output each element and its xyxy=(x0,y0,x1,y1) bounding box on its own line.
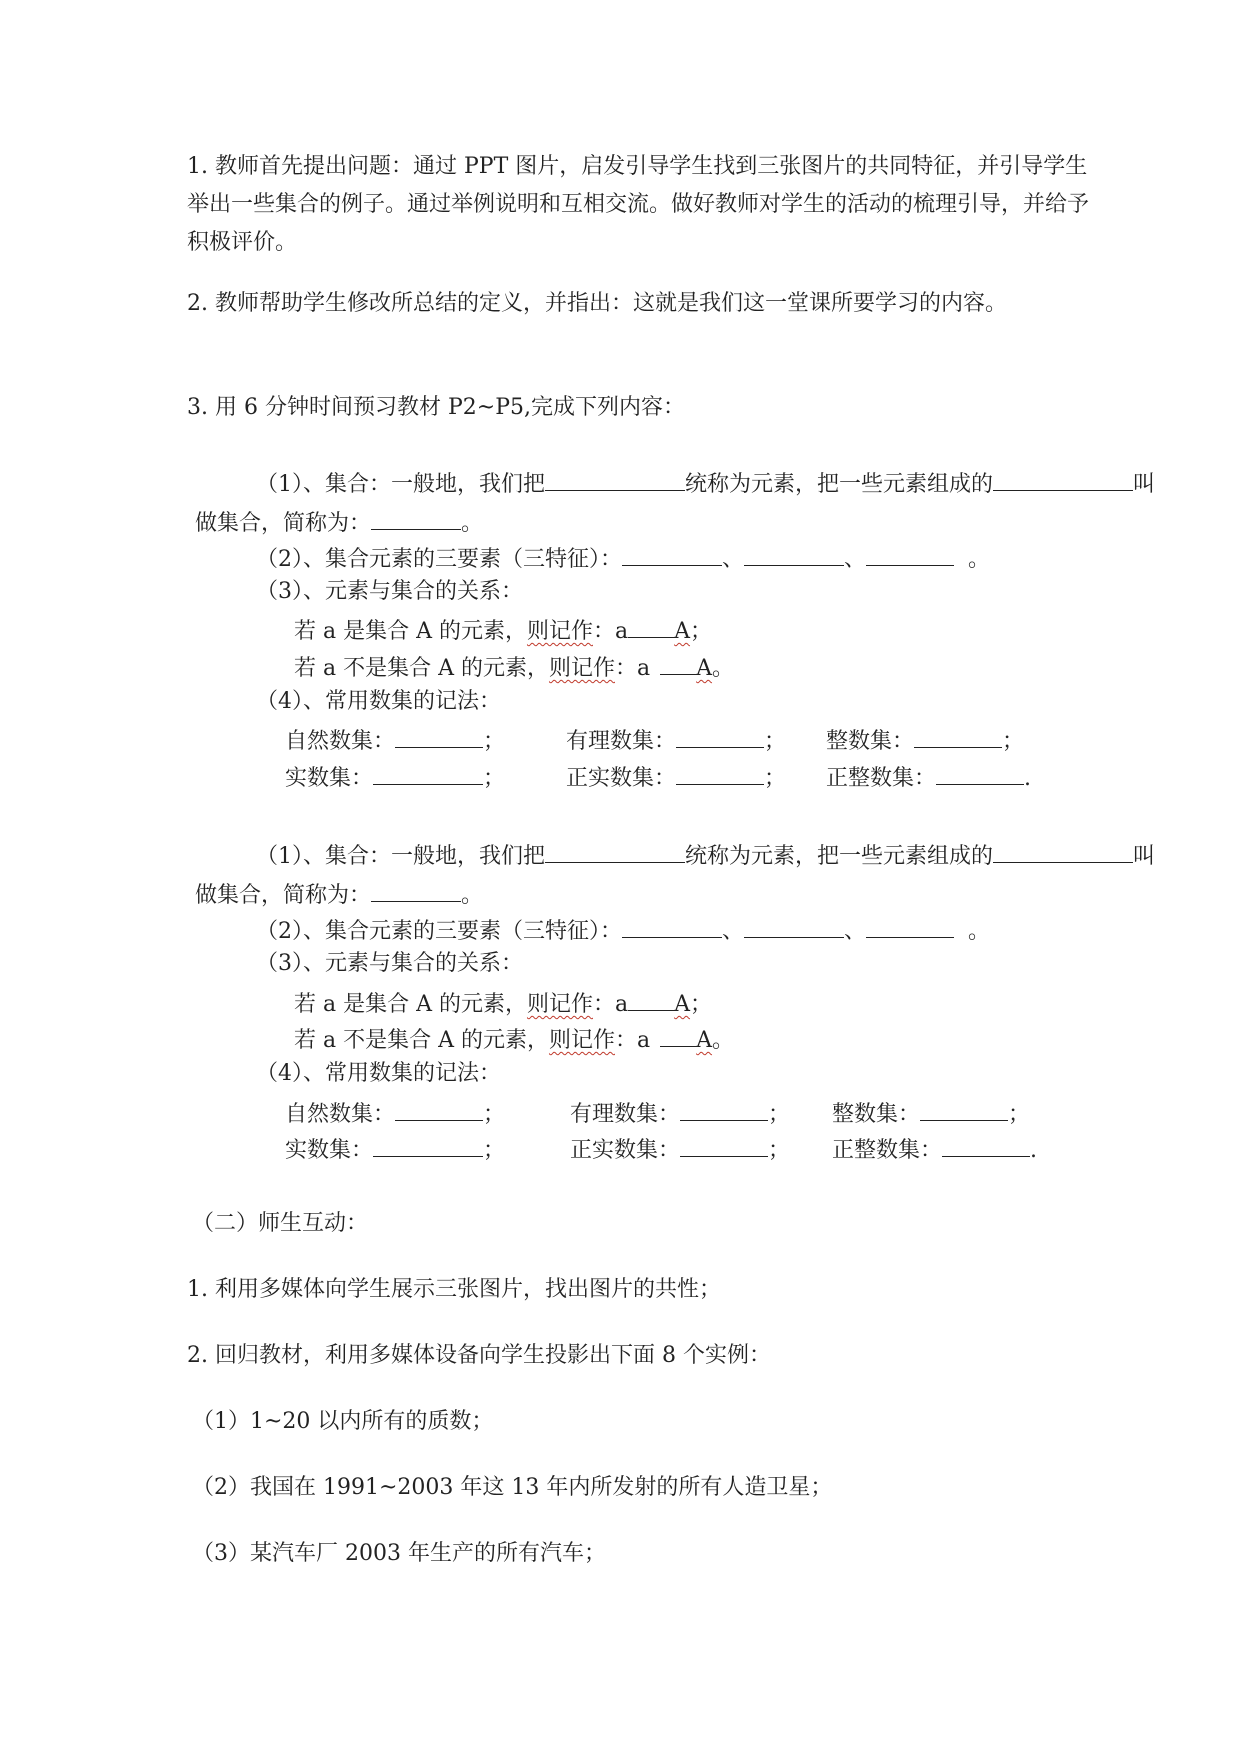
q1-text-a: （1）、集合：一般地，我们把 xyxy=(256,472,545,497)
semicolon: ； xyxy=(764,729,787,754)
blank[interactable] xyxy=(676,723,764,748)
q3-b-line xyxy=(294,1022,734,1056)
blank[interactable] xyxy=(866,541,954,566)
natural-label: 自然数集： xyxy=(285,729,396,754)
blank[interactable] xyxy=(993,838,1133,863)
blank[interactable] xyxy=(660,650,696,675)
blank[interactable] xyxy=(371,877,461,902)
blank[interactable] xyxy=(936,760,1024,785)
q3-b-pre: 若 a 不是集合 A 的元素， xyxy=(294,1028,549,1053)
semicolon: ； xyxy=(483,729,506,754)
q1-text-d: 做集合，简称为： xyxy=(195,883,372,908)
q4-row-2b xyxy=(566,760,786,794)
q4-row-2 xyxy=(285,1132,505,1166)
blank[interactable] xyxy=(676,760,764,785)
separator: 、 xyxy=(722,919,745,944)
q1-line-2 xyxy=(195,505,483,539)
q4-line: （4）、常用数集的记法： xyxy=(256,1061,501,1086)
posint-label: 正整数集： xyxy=(832,1138,943,1163)
q3-b-mid: 则记作 xyxy=(548,656,615,681)
blank[interactable] xyxy=(942,1132,1030,1157)
blank[interactable] xyxy=(373,760,483,785)
period: 。 xyxy=(712,656,735,681)
q4-row-2c xyxy=(826,760,1031,794)
q1-line-2 xyxy=(195,877,483,911)
blank[interactable] xyxy=(395,723,483,748)
blank[interactable] xyxy=(920,1096,1008,1121)
set-a-label: A xyxy=(674,992,691,1017)
q1-text-e: 。 xyxy=(461,511,484,536)
q2-end: 。 xyxy=(968,547,991,572)
intro-paragraph-3: 3. 用 6 分钟时间预习教材 P2~P5,完成下列内容： xyxy=(187,395,685,420)
example-1: （1）1~20 以内所有的质数； xyxy=(192,1409,494,1434)
integer-label: 整数集： xyxy=(832,1102,921,1127)
q3-a-mid: 则记作 xyxy=(526,992,593,1017)
separator: 、 xyxy=(844,547,867,572)
blank[interactable] xyxy=(628,986,674,1011)
q2-line xyxy=(256,913,990,947)
semicolon: ； xyxy=(690,992,713,1017)
q4-row-1 xyxy=(285,723,505,757)
blank[interactable] xyxy=(866,913,954,938)
example-3: （3）某汽车厂 2003 年生产的所有汽车； xyxy=(192,1541,606,1566)
integer-label: 整数集： xyxy=(826,729,915,754)
separator: 、 xyxy=(844,919,867,944)
blank[interactable] xyxy=(395,1096,483,1121)
blank[interactable] xyxy=(545,466,685,491)
q3-a-pre: 若 a 是集合 A 的元素， xyxy=(294,619,527,644)
semicolon: ； xyxy=(483,1102,506,1127)
q3-a-pre: 若 a 是集合 A 的元素， xyxy=(294,992,527,1017)
semicolon: ； xyxy=(768,1102,791,1127)
blank[interactable] xyxy=(680,1096,768,1121)
q3-b-mid: 则记作 xyxy=(548,1028,615,1053)
semicolon: ； xyxy=(1008,1102,1031,1127)
semicolon: ； xyxy=(1002,729,1025,754)
q4-line: （4）、常用数集的记法： xyxy=(256,689,501,714)
blank[interactable] xyxy=(371,505,461,530)
q1-line xyxy=(256,838,1155,872)
q4-row-2 xyxy=(285,760,505,794)
blank[interactable] xyxy=(744,913,844,938)
intro-paragraph-2: 2. 教师帮助学生修改所总结的定义，并指出：这就是我们这一堂课所要学习的内容。 xyxy=(187,291,1007,316)
q1-line xyxy=(256,466,1155,500)
semicolon: ； xyxy=(483,766,506,791)
blank[interactable] xyxy=(628,613,674,638)
blank[interactable] xyxy=(914,723,1002,748)
q3-b-post: ：a xyxy=(615,1028,651,1053)
interaction-item-2: 2. 回归教材，利用多媒体设备向学生投影出下面 8 个实例： xyxy=(187,1343,771,1368)
posreal-label: 正实数集： xyxy=(566,766,677,791)
blank[interactable] xyxy=(660,1022,696,1047)
blank[interactable] xyxy=(622,541,722,566)
q1-text-a: （1）、集合：一般地，我们把 xyxy=(256,844,545,869)
interaction-item-1: 1. 利用多媒体向学生展示三张图片，找出图片的共性； xyxy=(187,1277,721,1302)
blank[interactable] xyxy=(993,466,1133,491)
semicolon: ； xyxy=(483,1138,506,1163)
q2-text: （2）、集合元素的三要素（三特征）： xyxy=(256,919,622,944)
q3-a-post: ：a xyxy=(593,992,629,1017)
q3-a-line xyxy=(294,986,712,1020)
period: . xyxy=(1030,1138,1038,1163)
section-title-interaction: （二）师生互动： xyxy=(192,1211,369,1236)
rational-label: 有理数集： xyxy=(566,729,677,754)
example-2: （2）我国在 1991~2003 年这 13 年内所发射的所有人造卫星； xyxy=(192,1475,833,1500)
real-label: 实数集： xyxy=(285,766,374,791)
q4-row-2b xyxy=(570,1132,790,1166)
rational-label: 有理数集： xyxy=(570,1102,681,1127)
intro-paragraph-1: 1. 教师首先提出问题：通过 PPT 图片，启发引导学生找到三张图片的共同特征，并引导学生举出一些集合的例子。通过举例说明和互相交流。做好教师对学生的活动的梳理引导，并给予积极评价。 xyxy=(187,154,1090,255)
q2-line xyxy=(256,541,990,575)
q4-row-1c xyxy=(832,1096,1030,1130)
q3-b-pre: 若 a 不是集合 A 的元素， xyxy=(294,656,549,681)
q2-text: （2）、集合元素的三要素（三特征）： xyxy=(256,547,622,572)
q2-end: 。 xyxy=(968,919,991,944)
q4-row-1b xyxy=(570,1096,790,1130)
q1-text-b: 统称为元素，把一些元素组成的 xyxy=(685,472,994,497)
semicolon: ； xyxy=(764,766,787,791)
q4-row-1c xyxy=(826,723,1024,757)
q4-row-2c xyxy=(832,1132,1037,1166)
blank[interactable] xyxy=(680,1132,768,1157)
real-label: 实数集： xyxy=(285,1138,374,1163)
semicolon: ； xyxy=(768,1138,791,1163)
q3-a-post: ：a xyxy=(593,619,629,644)
set-a-label: A xyxy=(696,656,713,681)
q3-line: （3）、元素与集合的关系： xyxy=(256,951,523,976)
q1-text-b: 统称为元素，把一些元素组成的 xyxy=(685,844,994,869)
set-a-label: A xyxy=(674,619,691,644)
q4-row-1 xyxy=(285,1096,505,1130)
q3-a-mid: 则记作 xyxy=(526,619,593,644)
blank[interactable] xyxy=(545,838,685,863)
q1-text-c: 叫 xyxy=(1133,844,1156,869)
posreal-label: 正实数集： xyxy=(570,1138,681,1163)
q3-b-line xyxy=(294,650,734,684)
blank[interactable] xyxy=(744,541,844,566)
semicolon: ； xyxy=(690,619,713,644)
natural-label: 自然数集： xyxy=(285,1102,396,1127)
separator: 、 xyxy=(722,547,745,572)
blank[interactable] xyxy=(373,1132,483,1157)
q3-line: （3）、元素与集合的关系： xyxy=(256,579,523,604)
q4-row-1b xyxy=(566,723,786,757)
q1-text-d: 做集合，简称为： xyxy=(195,511,372,536)
q3-b-post: ：a xyxy=(615,656,651,681)
blank[interactable] xyxy=(622,913,722,938)
set-a-label: A xyxy=(696,1028,713,1053)
q1-text-c: 叫 xyxy=(1133,472,1156,497)
q1-text-e: 。 xyxy=(461,883,484,908)
period: 。 xyxy=(712,1028,735,1053)
q3-a-line xyxy=(294,613,712,647)
period: . xyxy=(1024,766,1032,791)
posint-label: 正整数集： xyxy=(826,766,937,791)
